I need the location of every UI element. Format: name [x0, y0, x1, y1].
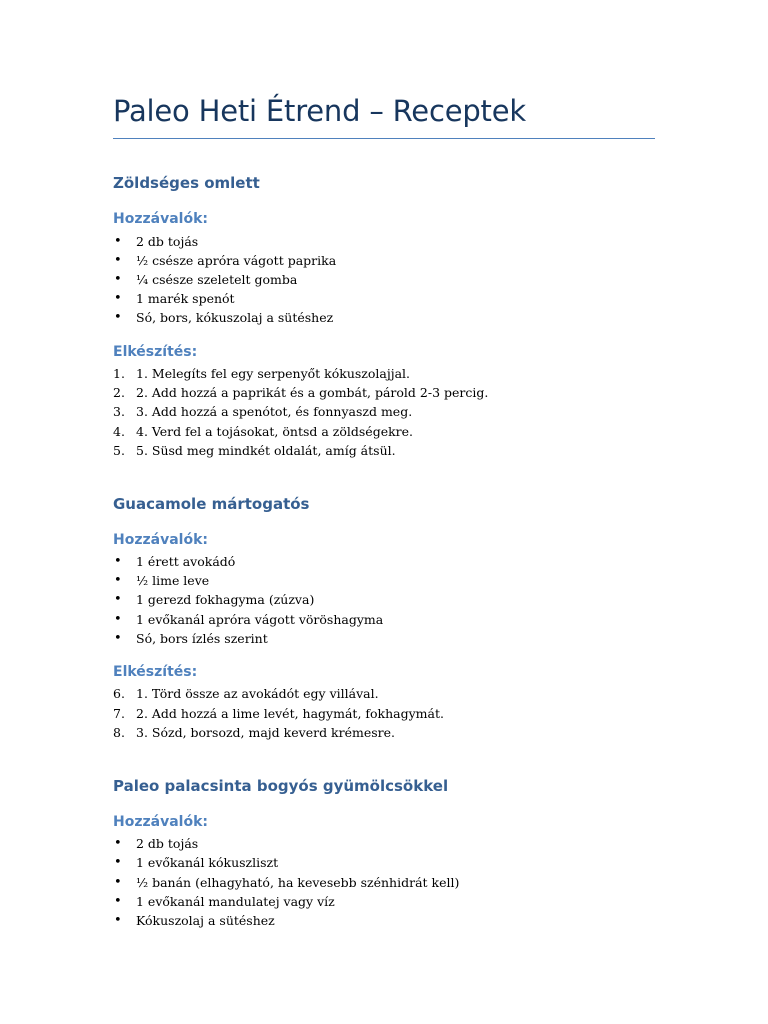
step-text: 2. Add hozzá a paprikát és a gombát, párold 2-3 percig.: [136, 385, 489, 400]
ingredient-text: Kókuszolaj a sütéshez: [136, 913, 275, 928]
step-text: 1. Törd össze az avokádót egy villával.: [136, 686, 379, 701]
bullet-icon: •: [114, 573, 122, 588]
recipe-title: Paleo palacsinta bogyós gyümölcsökkel: [113, 777, 449, 795]
bullet-icon: •: [114, 631, 122, 646]
ingredient-text: Só, bors, kókuszolaj a sütéshez: [136, 310, 334, 325]
bullet-icon: •: [114, 836, 122, 851]
ingredient-text: Só, bors ízlés szerint: [136, 631, 268, 646]
recipe-title: Zöldséges omlett: [113, 174, 260, 192]
ingredient-text: 1 evőkanál mandulatej vagy víz: [136, 894, 335, 909]
bullet-icon: •: [114, 291, 122, 306]
steps-heading: Elkészítés:: [113, 664, 198, 680]
ingredient-text: ½ banán (elhagyható, ha kevesebb szénhidrát kell): [136, 875, 460, 890]
document-title: Paleo Heti Étrend – Receptek: [113, 94, 526, 128]
step-number: 2.: [113, 385, 125, 400]
ingredient-text: 1 evőkanál kókuszliszt: [136, 855, 279, 870]
step-number: 5.: [113, 443, 125, 458]
ingredient-text: ½ lime leve: [136, 573, 210, 588]
step-text: 1. Melegíts fel egy serpenyőt kókuszolajjal.: [136, 366, 411, 381]
recipe-title: Guacamole mártogatós: [113, 495, 310, 513]
ingredient-text: 1 evőkanál apróra vágott vöröshagyma: [136, 612, 384, 627]
ingredient-text: 1 érett avokádó: [136, 554, 236, 569]
bullet-icon: •: [114, 310, 122, 325]
bullet-icon: •: [114, 554, 122, 569]
ingredient-text: 2 db tojás: [136, 836, 199, 851]
bullet-icon: •: [114, 234, 122, 249]
bullet-icon: •: [114, 855, 122, 870]
bullet-icon: •: [114, 913, 122, 928]
ingredient-text: ½ csésze apróra vágott paprika: [136, 253, 337, 268]
title-underline: [113, 138, 655, 139]
step-text: 5. Süsd meg mindkét oldalát, amíg átsül.: [136, 443, 396, 458]
ingredient-text: 2 db tojás: [136, 234, 199, 249]
bullet-icon: •: [114, 875, 122, 890]
step-text: 3. Add hozzá a spenótot, és fonnyaszd meg.: [136, 404, 413, 419]
bullet-icon: •: [114, 612, 122, 627]
bullet-icon: •: [114, 592, 122, 607]
ingredient-text: ¼ csésze szeletelt gomba: [136, 272, 298, 287]
step-number: 8.: [113, 725, 125, 740]
step-text: 4. Verd fel a tojásokat, öntsd a zöldségekre.: [136, 424, 414, 439]
step-number: 4.: [113, 424, 125, 439]
bullet-icon: •: [114, 253, 122, 268]
step-number: 7.: [113, 706, 125, 721]
ingredients-heading: Hozzávalók:: [113, 211, 208, 227]
steps-heading: Elkészítés:: [113, 344, 198, 360]
step-number: 1.: [113, 366, 125, 381]
ingredient-text: 1 marék spenót: [136, 291, 235, 306]
bullet-icon: •: [114, 894, 122, 909]
bullet-icon: •: [114, 272, 122, 287]
step-number: 3.: [113, 404, 125, 419]
ingredients-heading: Hozzávalók:: [113, 532, 208, 548]
ingredients-heading: Hozzávalók:: [113, 814, 208, 830]
step-text: 3. Sózd, borsozd, majd keverd krémesre.: [136, 725, 395, 740]
step-text: 2. Add hozzá a lime levét, hagymát, fokhagymát.: [136, 706, 444, 721]
step-number: 6.: [113, 686, 125, 701]
ingredient-text: 1 gerezd fokhagyma (zúzva): [136, 592, 315, 607]
